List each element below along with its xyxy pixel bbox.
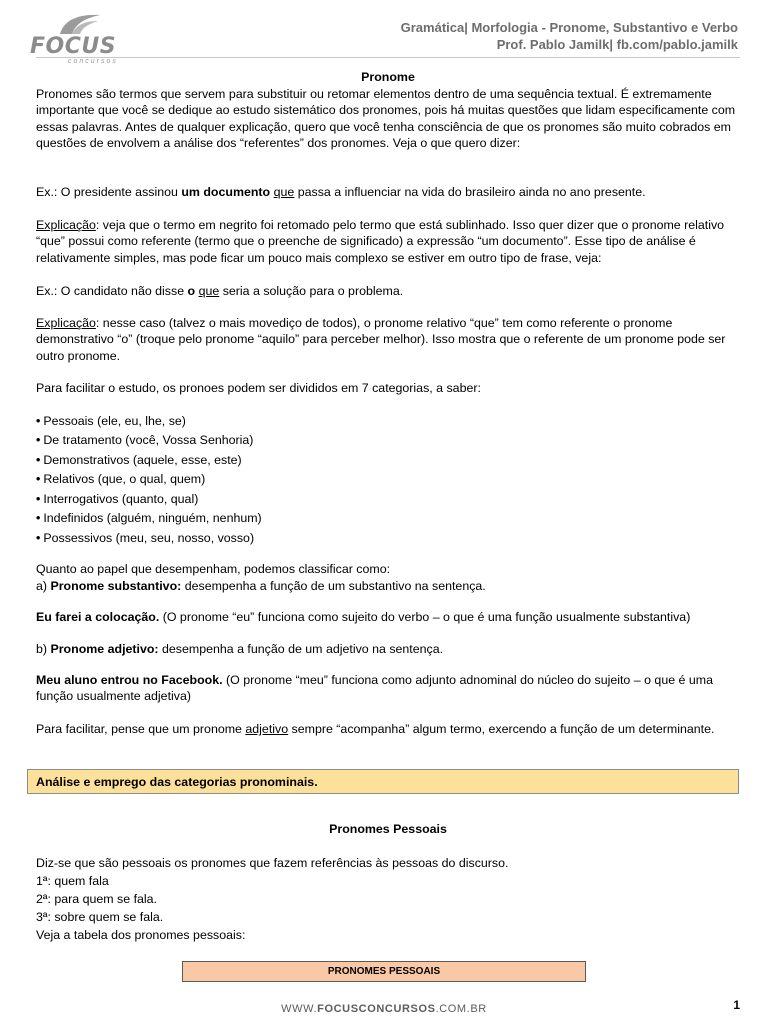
tip-paragraph: [36, 721, 740, 737]
example-2-rest: seria a solução para o problema.: [219, 284, 404, 298]
header-title: Gramática| Morfologia - Pronome, Substantivo e Verbo: [400, 20, 738, 35]
explanation-2: [36, 315, 740, 364]
pessoais-definition: Diz-se que são pessoais os pronomes que fazem referências às pessoas do discurso.: [36, 856, 509, 870]
focus-logo: [28, 12, 118, 65]
item-a-term: Pronome substantivo:: [50, 579, 182, 593]
item-a-prefix: a): [36, 579, 51, 593]
example-2-referent: o: [187, 284, 196, 298]
footer-url[interactable]: [0, 1003, 768, 1015]
tip-text: Para facilitar, pense que um pronome: [36, 722, 246, 736]
tip-rest: sempre “acompanha” algum termo, exercendo a função de um determinante.: [288, 722, 715, 736]
explanation-2-label: Explicação: [36, 316, 96, 330]
tip-underlined: adjetivo: [245, 722, 289, 736]
category-label: Demonstrativos (aquele, esse, este): [43, 453, 242, 467]
footer-url-suffix: .COM.BR: [435, 1003, 487, 1015]
category-label: Pessoais (ele, eu, lhe, se): [43, 414, 186, 428]
logo-subtitle: concursos: [68, 58, 118, 65]
explanation-2-text: : nesse caso (talvez o mais movediço de todos), o pronome relativo “que” tem como referente o pronome demonstrativo “o” (troque pelo pronome “aquilo” para perceber melhor). Isso mostra que o referente de um pronome pode ser outro pronome.: [36, 316, 726, 363]
item-b: [36, 641, 740, 657]
header-subtitle: Prof. Pablo Jamilk| fb.com/pablo.jamilk: [496, 37, 738, 52]
subsection-title: Pronomes Pessoais: [329, 822, 447, 836]
section-heading-box: [27, 769, 739, 794]
section-title: Pronome: [361, 70, 415, 84]
item-b-term: Pronome adjetivo:: [50, 642, 159, 656]
explanation-1: [36, 217, 740, 266]
category-item: • Interrogativos (quanto, qual): [36, 492, 199, 506]
table-intro: Veja a tabela dos pronomes pessoais:: [36, 928, 246, 942]
page-number: 1: [733, 998, 740, 1012]
intro-paragraph: Pronomes são termos que servem para substituir ou retomar elementos dentro de uma sequência textual. É extremamente importante que você se dedique ao estudo sistemático dos pronomes, pois há muitas questões que lidam especificamente com essas palavras. Antes de qualquer explicação, quero que você tenha consciência de que os pronomes são muito cobrados em questões de envolvem a análise dos “referentes” dos pronomes. Veja o que quero dizer:: [36, 87, 736, 151]
pronouns-table-header: PRONOMES PESSOAIS: [182, 961, 586, 982]
explanation-1-text: : veja que o termo em negrito foi retomado pelo termo que está sublinhado. Isso quer dizer que o pronome relativo “que” possui como referente (termo que o preenche de significado) a expressão “um documento”. Esse tipo de análise é relativamente simples, mas pode ficar um pouco mais complexo se estiver em outro tipo de frase, veja:: [36, 218, 725, 265]
person-1: 1ª: quem fala: [36, 874, 109, 888]
example-1-text: Ex.: O presidente assinou: [36, 185, 182, 199]
footer-url-brand: FOCUSCONCURSOS: [317, 1003, 436, 1015]
category-item: • Indefinidos (alguém, ninguém, nenhum): [36, 511, 262, 525]
item-a-example: [36, 609, 740, 625]
category-item: • Demonstrativos (aquele, esse, este): [36, 453, 242, 467]
item-a: [36, 578, 740, 594]
person-2: 2ª: para quem se fala.: [36, 892, 157, 906]
category-label: De tratamento (você, Vossa Senhoria): [43, 433, 254, 447]
example-2-text: Ex.: O candidato não disse: [36, 284, 188, 298]
example-1-pronoun: que: [273, 185, 295, 199]
example-1: [36, 184, 740, 200]
category-item: • Relativos (que, o qual, quem): [36, 472, 206, 486]
explanation-1-label: Explicação: [36, 218, 96, 232]
header-divider: [36, 57, 740, 58]
logo-brand: FOCUS: [30, 34, 117, 59]
item-a-example-sentence: Eu farei a colocação.: [36, 610, 160, 624]
category-item: • Possessivos (meu, seu, nosso, vosso): [36, 531, 255, 545]
item-b-example: [36, 672, 740, 705]
role-intro: Quanto ao papel que desempenham, podemos classificar como:: [36, 562, 391, 576]
item-b-prefix: b): [36, 642, 51, 656]
person-3: 3ª: sobre quem se fala.: [36, 910, 164, 924]
item-a-text: desempenha a função de um substantivo na sentença.: [181, 579, 486, 593]
category-label: Indefinidos (alguém, ninguém, nenhum): [43, 511, 262, 525]
item-b-text: desempenha a função de um adjetivo na sentença.: [158, 642, 444, 656]
example-1-referent: um documento: [181, 185, 271, 199]
category-label: Relativos (que, o qual, quem): [43, 472, 206, 486]
example-1-rest: passa a influenciar na vida do brasileiro ainda no ano presente.: [294, 185, 646, 199]
category-item: • De tratamento (você, Vossa Senhoria): [36, 433, 254, 447]
swoosh-icon: [58, 12, 102, 36]
item-a-example-note: (O pronome “eu” funciona como sujeito do verbo – o que é uma função usualmente substantiva): [159, 610, 691, 624]
category-item: • Pessoais (ele, eu, lhe, se): [36, 414, 186, 428]
section-heading: Análise e emprego das categorias pronominais.: [36, 775, 318, 789]
categories-intro: Para facilitar o estudo, os pronoes podem ser divididos em 7 categorias, a saber:: [36, 381, 481, 395]
example-2-pronoun: que: [198, 284, 220, 298]
category-label: Interrogativos (quanto, qual): [43, 492, 199, 506]
item-b-example-note: (O pronome “meu” funciona como adjunto adnominal do núcleo do sujeito – o que é uma função usualmente adjetiva): [36, 673, 713, 704]
category-label: Possessivos (meu, seu, nosso, vosso): [43, 531, 255, 545]
example-2: [36, 283, 740, 299]
item-b-example-sentence: Meu aluno entrou no Facebook.: [36, 673, 223, 687]
footer-url-prefix: WWW.: [281, 1003, 318, 1015]
